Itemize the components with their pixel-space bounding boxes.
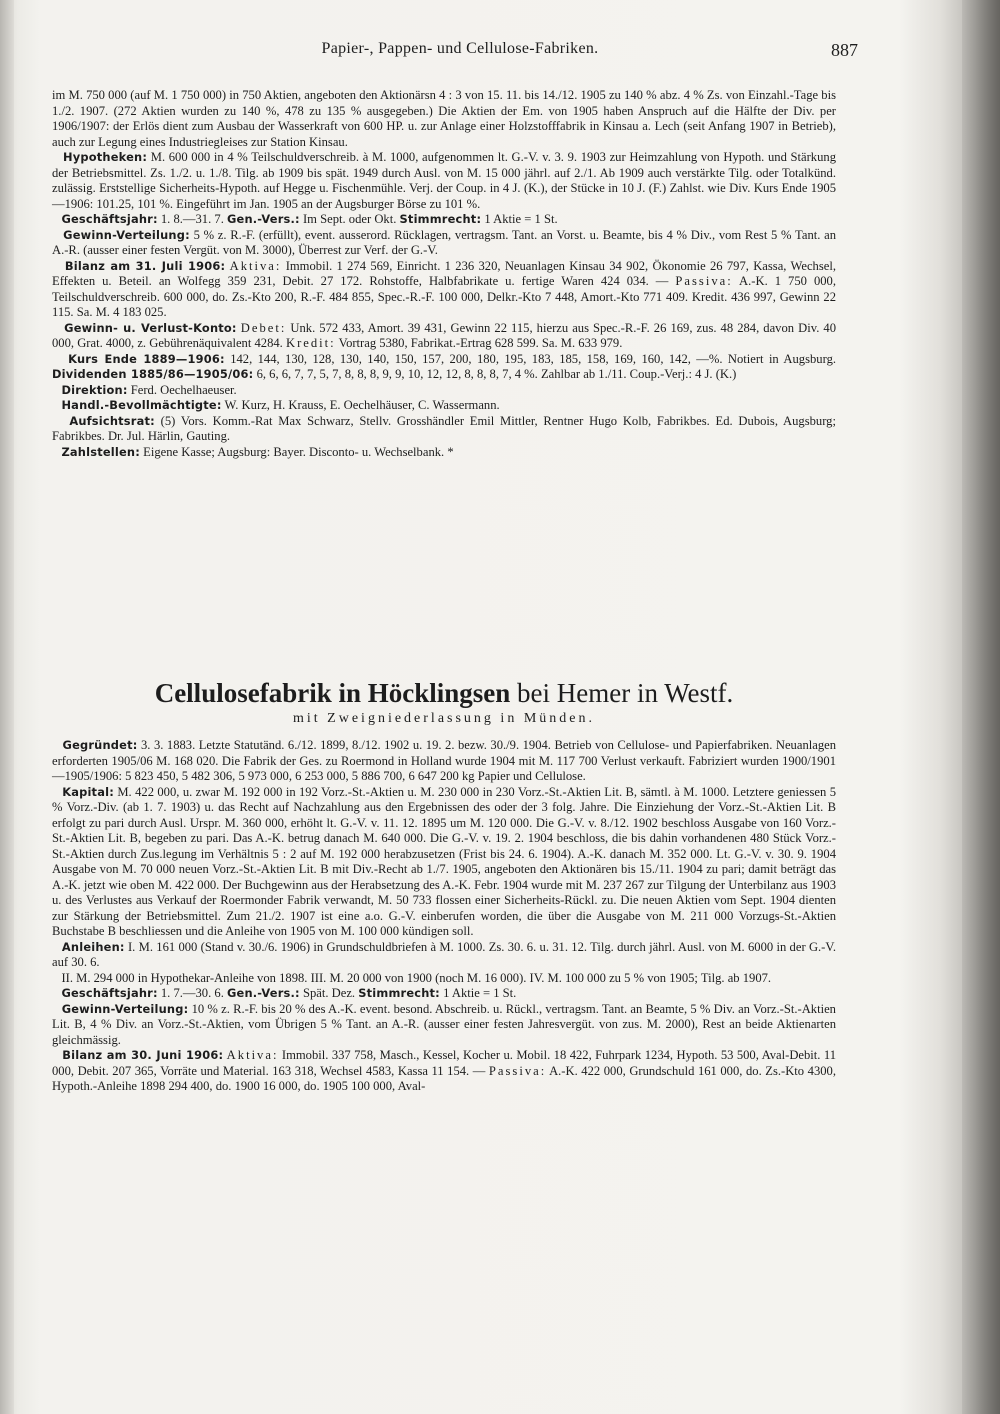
fiscal-year-label-2: Geschäftsjahr: xyxy=(61,986,158,1000)
assets-text: Immobil. 1 274 569, Einricht. 1 236 320, Neuanlagen Kinsau 34 902, Ökonomie 26 797, Kassa, Wechsel, Effekten u. Beteil. an Wolfegg 359 231, Debit. 27 172. Rohstoffe, Halbfabrikate u. fertige Waren 424 034. — xyxy=(52,258,836,288)
company-location: bei Hemer in Westf. xyxy=(510,678,734,708)
founded-text: 3. 3. 1883. Letzte Statutänd. 6./12. 1899, 8./12. 1902 u. 19. 2. bezw. 30./9. 1904. Betrieb von Cellulose- und Papierfabriken. Neuanlagen erforderten 1905/06 M. 168 020. Die Fabrik der Ges. zu Roermond in Holland wurde 1904 mit M. 117 700 Verlust verkauft. Fabriziert wurden 1900/1901—1905/1906: 5 823 450, 5 482 306, 5 973 000, 6 253 000, 5 886 700, 6 647 200 kg Papier und Cellulose. xyxy=(52,738,837,783)
profit-distribution-paragraph xyxy=(52,228,836,259)
loans-paragraph-2 xyxy=(52,971,836,987)
price-history-label: Kurs Ende 1889—1906: xyxy=(68,351,225,366)
debit-label: Debet: xyxy=(240,320,287,335)
mortgages-text: M. 600 000 in 4 % Teilschuldverschreib. à M. 1000, aufgenommen lt. G.-V. v. 3. 9. 1903 zur Heimzahlung von Hypoth. und Stärkung der Betriebsmittel. Zs. 1./2. u. 1./8. Tilg. ab 1909 bis spät. 1949 durch Ausl. von M. 15 000 jährl. auf 2./1. Ab 1909 auch verstärkte Tilg. oder Totalkünd. zulässig. Erststellige Sicherheits-Hypoth. auf Hegge u. Fischenmühle. Verj. der Coup. in 4 J. (K.), der Stücke in 10 J. (F.) Zahlst. wie Div. Kurs Ende 1905—1906: 101.25, 101 %. Eingeführt im Jan. 1905 an der Augsburger Börse zu 101 %. xyxy=(52,150,836,211)
page-header xyxy=(70,40,858,64)
loans-label: Anleihen: xyxy=(61,939,125,954)
capital-paragraph xyxy=(52,785,836,940)
meta-paragraph-2 xyxy=(52,986,836,1002)
supervisory-board-text: (5) Vors. Komm.-Rat Max Schwarz, Stellv. Grosshändler Emil Mittler, Rentner Hugo Kolb, Fabrikbes. Ed. Dubois, Augsburg; Fabrikbes. Dr. Jul. Härlin, Gauting. xyxy=(52,413,836,443)
credit-label: Kredit: xyxy=(285,336,336,350)
mortgages-label: Hypotheken: xyxy=(63,150,148,164)
capital-text: M. 422 000, u. zwar M. 192 000 in 192 Vorz.-St.-Aktien u. M. 230 000 in 230 Vorz.-St.-Aktien Lit. B, sämtl. à M. 1000. Letztere geniessen 5 % Vorz.-Div. (ab 1. 7. 1903) u. das Recht auf Nachzahlung aus den Ergebnissen des oder der 3 folg. Jahre. Die Einziehung der Vorz.-St.-Aktien Lit. B erfolgt zu pari durch Ausl. Urspr. M. 360 000, erhöht lt. G.-V. v. 11. 12. 1895 um M. 120 000. Die G.-V. v. 8./12. 1902 beschloss Ausgabe von 160 Vorz.-St.-Aktien Lit. B, begeben zu pari. Das A.-K. betrug danach M. 640 000. Die G.-V. v. 19. 2. 1904 beschloss, die bis dahin vorhandenen 480 Stück Vorz.-St.-Aktien durch Zus.legung im Verhältnis 5 : 2 auf M. 192 000 herabzusetzen (Frist bis 24. 6. 1904). A.-K. danach M. 352 000. Lt. G.-V. v. 30. 9. 1904 Ausgabe von M. 70 000 neuen Vorz.-St.-Aktien Lit. B mit Div.-Recht ab 1./7. 1905, angeboten den Aktionären bis 15./11. 1904 zu pari; damit beträgt das A.-K. jetzt wie oben M. 422 000. Der Buchgewinn aus der Herabsetzung des A.-K. Febr. 1904 wurde mit M. 237 267 zur Tilgung der Unterbilanz aus 1903 u. des Verlustes aus Verkauf der Roermonder Fabrik verwandt, M. 50 733 flossen einer Sicherheits-Rückl. zu. Die neuen Aktien vom Sept. 1904 dienten zur Stärkung der Betriebsmittel. Zum 21./2. 1907 ist eine a.o. G.-V. einberufen worden, die über die Ausgabe von M. 211 000 Vorzugs-St.-Aktien Buchstabe B beschliessen und die Anleihe von 1905 von M. 100 000 kündigen soll. xyxy=(52,784,836,938)
profit-distribution-paragraph-2 xyxy=(52,1002,836,1049)
loans-text-2: II. M. 294 000 in Hypothekar-Anleihe von 1898. III. M. 20 000 von 1900 (noch M. 16 000). IV. M. 100 000 zu 5 % von 1905; Tilg. ab 1907. xyxy=(61,970,772,985)
meta-paragraph xyxy=(52,212,836,228)
profit-loss-paragraph xyxy=(52,321,836,352)
voting-right-label: Stimmrecht: xyxy=(399,212,482,226)
balance-sheet-paragraph xyxy=(52,259,836,321)
management-paragraph xyxy=(52,383,836,399)
management-text: Ferd. Oechelhaeuser. xyxy=(130,382,237,397)
book-spine-shadow xyxy=(962,0,1000,1414)
company-subtitle: mit Zweigniederlassung in Münden. xyxy=(293,711,595,726)
profit-distribution-label: Gewinn-Verteilung: xyxy=(63,227,190,242)
company-entry-hoecklingsen xyxy=(52,738,836,1095)
capital-continuation: im M. 750 000 (auf M. 1 750 000) in 750 Aktien, angeboten den Aktionärsn 4 : 3 von 15. 11. bis 14./12. 1905 zu 140 % abz. 4 % Zs. von Einzahl.-Tage bis 1./2. 1907. (272 Aktien wurden zu 140 %, 478 zu 135 % ausgegeben.) Die Aktien der Em. von 1905 haben Anspruch auf die Hälfte der Div. per 1906/1907: der Erlös dient zum Ausbau der Wasserkraft von 600 HP. u. zur Anlage einer Holzstofffabrik in Kinsau a. Lech (seit Anfang 1907 in Betrieb), auch zur Legung eines Industriegleises zur Station Kinsau. xyxy=(52,88,836,149)
paying-agents-paragraph xyxy=(52,445,836,461)
page-number: 887 xyxy=(831,40,858,60)
capital-label: Kapital: xyxy=(62,784,114,799)
authorized-agents-text: W. Kurz, H. Krauss, E. Oechelhäuser, C. Wassermann. xyxy=(224,398,500,412)
profit-distribution-text-2: 10 % z. R.-F. bis 20 % des A.-K. event. besond. Abschreib. u. Rückl., vertragsm. Tant. an Beamte, 5 % Div. an Vorz.-St.-Aktien Lit. B, 4 % Div. an Vorz.-St.-Aktien, vom Übrigen 5 % Tant. an A.-R. (ausser einer festen Jahresvergüt. von zus. M. 2000), Rest an beide Aktienarten gleichmässig. xyxy=(52,1001,836,1047)
assets-label-2: Aktiva: xyxy=(226,1048,279,1062)
liabilities-text: A.-K. 1 750 000, Teilschuldverschreib. 600 000, do. Zs.-Kto 200, R.-F. 484 855, Spec.-R.-F. 100 000, Delkr.-Kto 7 448, Amort.-Kto 771 409. Kredit. 436 997, Gewinn 22 115. Sa. M. 4 183 025. xyxy=(52,274,836,319)
balance-sheet-paragraph-2 xyxy=(52,1048,836,1095)
supervisory-board-paragraph xyxy=(52,414,836,445)
general-meeting-label: Gen.-Vers.: xyxy=(227,212,300,226)
fiscal-year-text-2: 1. 7.—30. 6. xyxy=(160,986,224,1000)
dividends-label: Dividenden 1885/86—1905/06: xyxy=(52,367,254,381)
founded-label: Gegründet: xyxy=(62,738,138,752)
debit-text: Unk. 572 433, Amort. 39 431, Gewinn 22 115, hierzu aus Spec.-R.-F. 26 169, zus. 48 284, davon Div. 40 000, Grat. 4000, z. Gebührenäquivalent 4284. xyxy=(52,320,836,350)
loans-paragraph xyxy=(52,940,836,971)
balance-sheet-label: Bilanz am 31. Juli 1906: xyxy=(64,258,226,273)
dividends-text: 6, 6, 6, 7, 7, 5, 7, 8, 8, 8, 9, 9, 10, 12, 12, 8, 8, 8, 7, 4 %. Zahlbar ab 1./11. Coup.-Verj.: 4 J. (K.) xyxy=(256,367,737,381)
paying-agents-label: Zahlstellen: xyxy=(61,444,140,459)
supervisory-board-label: Aufsichtsrat: xyxy=(69,413,155,428)
general-meeting-text-2: Spät. Dez. xyxy=(302,986,356,1000)
previous-company-entry xyxy=(52,88,836,460)
company-heading xyxy=(52,678,836,728)
mortgages-paragraph xyxy=(52,150,836,212)
authorized-agents-label: Handl.-Bevollmächtigte: xyxy=(61,398,222,412)
loans-text-1: I. M. 161 000 (Stand v. 30./6. 1906) in Grundschuldbriefen à M. 1000. Zs. 30. 6. u. 31. 12. Tilg. durch jährl. Ausl. von M. 6000 in der G.-V. auf 30. 6. xyxy=(52,939,836,969)
founded-paragraph xyxy=(52,738,836,785)
profit-loss-label: Gewinn- u. Verlust-Konto: xyxy=(64,320,237,335)
price-dividend-paragraph xyxy=(52,352,836,383)
assets-label: Aktiva: xyxy=(229,258,282,273)
fiscal-year-text: 1. 8.—31. 7. xyxy=(160,212,224,226)
company-title xyxy=(52,678,836,708)
liabilities-label: Passiva: xyxy=(675,274,733,288)
voting-right-label-2: Stimmrecht: xyxy=(358,986,440,1000)
price-history-text: 142, 144, 130, 128, 130, 140, 150, 157, 200, 180, 195, 183, 185, 158, 169, 160, 142, —%. Notiert in Augsburg. xyxy=(230,351,837,366)
profit-distribution-text: 5 % z. R.-F. (erfüllt), event. ausserord. Rücklagen, vertragsm. Tant. an Vorst. u. Beamte, bis 4 % Div., vom Rest 5 % Tant. an A.-R. (ausser einer festen Vergüt. von M. 3000), Überrest zur Verf. der G.-V. xyxy=(52,227,836,257)
assets-text-2: Immobil. 337 758, Masch., Kessel, Kocher u. Mobil. 18 422, Fuhrpark 1234, Hypoth. 53 500, Aval-Debit. 11 000, Debit. 207 365, Vorräte und Material. 163 318, Wechsel 4583, Kassa 11 154. — xyxy=(52,1048,836,1078)
fiscal-year-label: Geschäftsjahr: xyxy=(61,212,158,226)
profit-distribution-label-2: Gewinn-Verteilung: xyxy=(61,1001,189,1016)
general-meeting-label-2: Gen.-Vers.: xyxy=(227,986,300,1000)
company-name: Cellulosefabrik in Höcklingsen xyxy=(154,678,511,708)
page-left-edge xyxy=(0,0,14,1414)
management-label: Direktion: xyxy=(61,382,128,397)
credit-text: Vortrag 5380, Fabrikat.-Ertrag 628 599. Sa. M. 633 979. xyxy=(338,336,623,350)
liabilities-text-2: A.-K. 422 000, Grundschuld 161 000, do. Zs.-Kto 4300, Hypoth.-Anleihe 1898 294 400, do. 1900 16 000, do. 1905 100 000, Aval- xyxy=(52,1063,836,1093)
balance-sheet-label-2: Bilanz am 30. Juni 1906: xyxy=(62,1048,224,1062)
general-meeting-text: Im Sept. oder Okt. xyxy=(302,212,397,226)
voting-right-text: 1 Aktie = 1 St. xyxy=(484,212,558,226)
paying-agents-text: Eigene Kasse; Augsburg: Bayer. Disconto- u. Wechselbank. * xyxy=(143,444,454,459)
running-head: Papier-, Pappen- und Cellulose-Fabriken. xyxy=(321,40,599,57)
liabilities-label-2: Passiva: xyxy=(488,1063,547,1078)
voting-right-text-2: 1 Aktie = 1 St. xyxy=(443,986,517,1000)
authorized-agents-paragraph xyxy=(52,398,836,414)
